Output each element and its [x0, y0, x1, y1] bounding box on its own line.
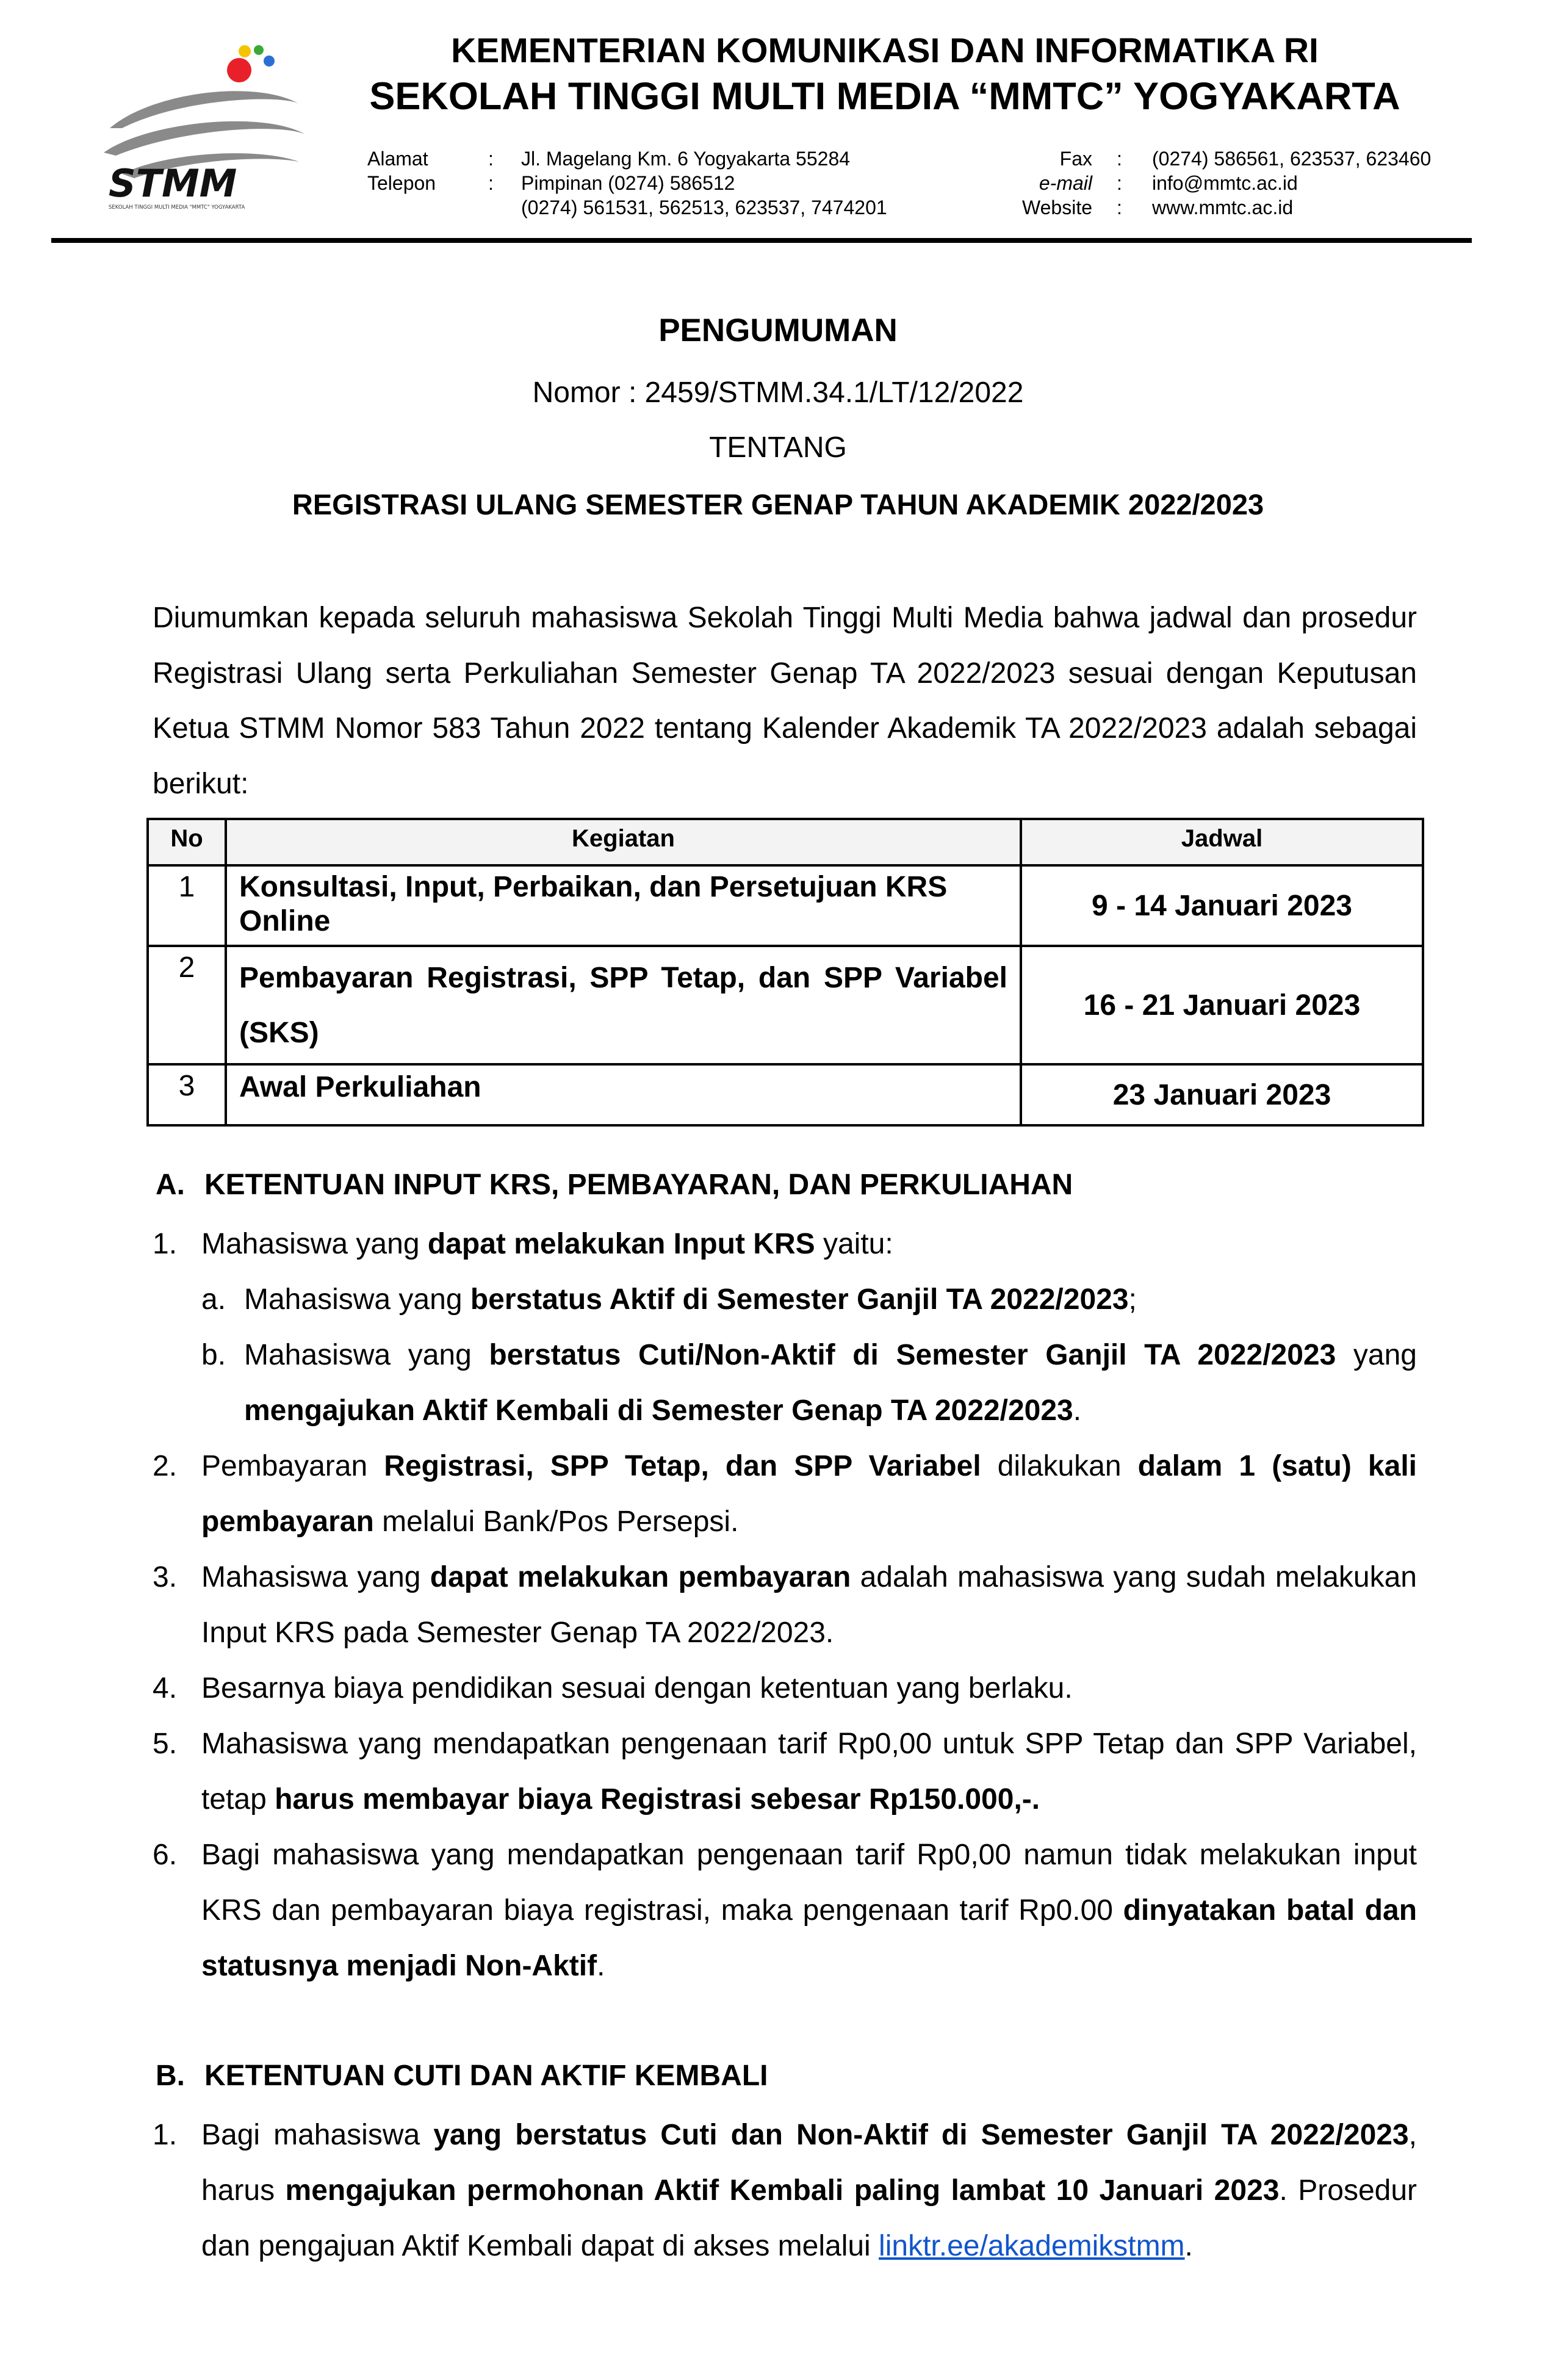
table-row	[148, 865, 1423, 946]
list-item-a5	[153, 1716, 1417, 1827]
logo-swoosh-1	[110, 91, 299, 128]
list-item-a1	[153, 1216, 1417, 1272]
row-jadwal: 16 - 21 Januari 2023	[1021, 946, 1423, 1064]
item-number: 5.	[153, 1728, 178, 1760]
item-text: Mahasiswa yang berstatus Aktif di Semester Ganjil TA 2022/2023;	[244, 1283, 1137, 1316]
item-number: 1.	[153, 2119, 178, 2151]
table-header-no: No	[148, 819, 226, 865]
list-item-a4	[153, 1661, 1417, 1716]
list-item-a2	[153, 1438, 1417, 1549]
list-item-a6	[153, 1827, 1417, 1994]
item-number: 1.	[153, 1228, 178, 1260]
telepon-value-2: (0274) 561531, 562513, 623537, 7474201	[521, 197, 887, 218]
item-number: 4.	[153, 1672, 178, 1704]
telepon-label: Telepon	[367, 172, 436, 194]
row-no: 3	[148, 1064, 226, 1125]
colon: :	[1117, 197, 1122, 218]
list-item-a3	[153, 1549, 1417, 1661]
row-kegiatan: Pembayaran Registrasi, SPP Tetap, dan SPP Variabel (SKS)	[226, 946, 1021, 1064]
item-number: 6.	[153, 1839, 178, 1871]
letterhead-institution: SEKOLAH TINGGI MULTI MEDIA “MMTC” YOGYAKARTA	[369, 75, 1400, 118]
item-letter: a.	[201, 1283, 226, 1316]
section-b-heading	[156, 2057, 1376, 2096]
row-jadwal: 23 Januari 2023	[1021, 1064, 1423, 1125]
table-header-kegiatan: Kegiatan	[226, 819, 1021, 865]
document-title: PENGUMUMAN	[658, 312, 898, 348]
alamat-label: Alamat	[367, 148, 428, 170]
row-kegiatan: Konsultasi, Input, Perbaikan, dan Persetujuan KRS Online	[226, 865, 1021, 946]
table-row	[148, 946, 1423, 1064]
item-number: 3.	[153, 1561, 178, 1593]
telepon-value-1: Pimpinan (0274) 586512	[521, 172, 735, 194]
section-letter: A.	[156, 1169, 185, 1201]
colon: :	[488, 148, 494, 170]
item-text: Mahasiswa yang berstatus Cuti/Non-Aktif di Semester Ganjil TA 2022/2023 yang mengajukan Aktif Kembali di Semester Genap TA 2022/2023.	[244, 1339, 1417, 1427]
schedule-table	[146, 818, 1424, 1127]
row-kegiatan: Awal Perkuliahan	[226, 1064, 1021, 1125]
logo-wordmark: STMM	[109, 161, 237, 206]
document-number: Nomor : 2459/STMM.34.1/LT/12/2022	[532, 377, 1024, 409]
item-text: Besarnya biaya pendidikan sesuai dengan ketentuan yang berlaku.	[201, 1672, 1073, 1704]
list-item-a1a	[153, 1272, 1417, 1327]
row-no: 2	[148, 946, 226, 1064]
row-no: 1	[148, 865, 226, 946]
logo-dot-green	[254, 45, 264, 55]
intro-paragraph: Diumumkan kepada seluruh mahasiswa Sekolah Tinggi Multi Media bahwa jadwal dan prosedur Registrasi Ulang serta Perkuliahan Semester Genap TA 2022/2023 sesuai dengan Keputusan Ketua STMM Nomor 583 Tahun 2022 tentang Kalender Akademik TA 2022/2023 adalah sebagai berikut:	[153, 602, 1417, 800]
alamat-value: Jl. Magelang Km. 6 Yogyakarta 55284	[521, 148, 851, 170]
item-text: Mahasiswa yang dapat melakukan Input KRS yaitu:	[201, 1228, 893, 1260]
colon: :	[488, 172, 494, 194]
letterhead-contact	[0, 146, 1556, 226]
logo-dot-red	[227, 58, 251, 82]
logo-dot-yellow	[239, 45, 251, 57]
colon: :	[1117, 148, 1122, 170]
email-value: info@mmtc.ac.id	[1152, 172, 1298, 194]
item-text: Bagi mahasiswa yang berstatus Cuti dan Non-Aktif di Semester Ganjil TA 2022/2023, harus mengajukan permohonan Aktif Kembali paling lambat 10 Januari 2023. Prosedur dan pengajuan Aktif Kembali dapat di akses melalui linktr.ee/akademikstmm.	[201, 2119, 1417, 2262]
colon: :	[1117, 172, 1122, 194]
akademik-link[interactable]: linktr.ee/akademikstmm	[879, 2230, 1185, 2262]
item-text: Pembayaran Registrasi, SPP Tetap, dan SPP Variabel dilakukan dalam 1 (satu) kali pembayaran melalui Bank/Pos Persepsi.	[201, 1450, 1417, 1538]
section-title: KETENTUAN INPUT KRS, PEMBAYARAN, DAN PERKULIAHAN	[204, 1169, 1073, 1201]
logo-subtext: SEKOLAH TINGGI MULTI MEDIA "MMTC" YOGYAKARTA	[109, 204, 245, 211]
section-a-heading	[156, 1166, 1376, 1205]
fax-value: (0274) 586561, 623537, 623460	[1152, 148, 1432, 170]
list-item-a1b	[153, 1327, 1417, 1438]
document-tentang: TENTANG	[709, 431, 847, 464]
website-label: Website	[1021, 197, 1092, 218]
table-header-row	[148, 819, 1423, 865]
email-label: e-mail	[1039, 172, 1092, 194]
item-letter: b.	[201, 1339, 226, 1371]
item-text: Bagi mahasiswa yang mendapatkan pengenaan tarif Rp0,00 namun tidak melakukan input KRS dan pembayaran biaya registrasi, maka pengenaan tarif Rp0.00 dinyatakan batal dan statusnya menjadi Non-Aktif.	[201, 1839, 1417, 1982]
logo-dot-blue	[264, 56, 275, 67]
table-row	[148, 1064, 1423, 1125]
list-item-b1	[153, 2107, 1417, 2274]
item-text: Mahasiswa yang dapat melakukan pembayaran adalah mahasiswa yang sudah melakukan Input KRS pada Semester Genap TA 2022/2023.	[201, 1561, 1417, 1649]
section-letter: B.	[156, 2060, 185, 2092]
document-subject: REGISTRASI ULANG SEMESTER GENAP TAHUN AKADEMIK 2022/2023	[292, 488, 1264, 521]
letterhead-divider	[51, 238, 1472, 243]
website-value: www.mmtc.ac.id	[1152, 197, 1294, 218]
fax-label: Fax	[1059, 148, 1092, 170]
section-title: KETENTUAN CUTI DAN AKTIF KEMBALI	[204, 2060, 768, 2092]
item-number: 2.	[153, 1450, 178, 1482]
letterhead-ministry: KEMENTERIAN KOMUNIKASI DAN INFORMATIKA RI	[451, 31, 1319, 70]
row-jadwal: 9 - 14 Januari 2023	[1021, 865, 1423, 946]
item-text: Mahasiswa yang mendapatkan pengenaan tarif Rp0,00 untuk SPP Tetap dan SPP Variabel, tetap harus membayar biaya Registrasi sebesar Rp150.000,-.	[201, 1728, 1417, 1816]
table-header-jadwal: Jadwal	[1021, 819, 1423, 865]
